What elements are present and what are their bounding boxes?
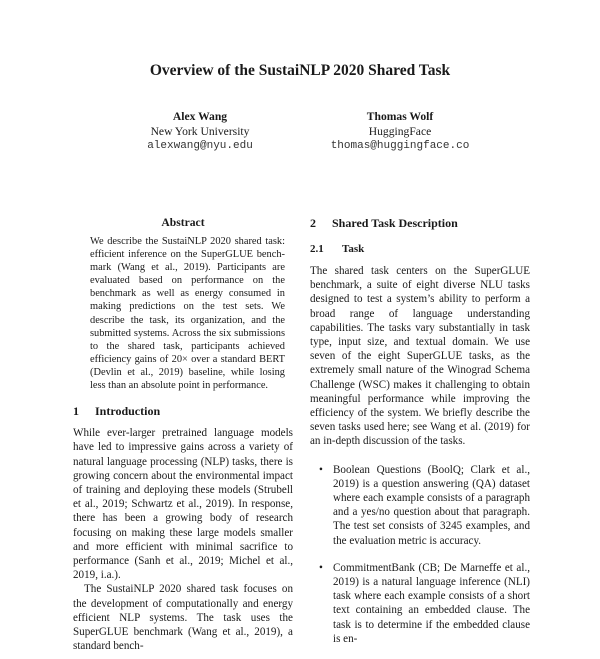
left-column [73, 216, 293, 653]
paper-title: Overview of the SustaiNLP 2020 Shared Task [149, 62, 451, 79]
list-item-text: Boolean Questions (BoolQ; Clark et al., 2019) is a question answering (QA) dataset where each example consists of a paragraph and a yes/no question about that paragraph. The test set consists of 3245 examples, and the evaluation metric is accuracy. [333, 463, 530, 547]
author-affiliation: HuggingFace [368, 124, 432, 138]
body-paragraph: The SustaiNLP 2020 shared task focuses on the development of computationally and energy efficient NLP systems. The task uses the SuperGLUE benchmark (Wang et al., 2019), a standard bench- [73, 583, 293, 653]
list-item [310, 463, 530, 548]
subsection-number: 2.1 [310, 243, 324, 255]
subsection-title: Task [342, 243, 365, 255]
body-paragraph: While ever-larger pretrained language models have led to impressive gains across a variety of natural language processing (NLP) tasks, there is growing concern about the environmental impact of training and deploying these models (Strubell et al., 2019; Schwartz et al., 2019). In response, there has been a growing body of research focusing on making these large models smaller and more efficient with minimal sacrifice to performance (Sanh et al., 2019; Michel et al., 2019, i.a.). [73, 427, 293, 582]
abstract-body: We describe the SustaiNLP 2020 shared task: efficient inference on the SuperGLUE benchmark (Wang et al., 2019). Participants are evaluated based on performance on the benchmark as well as energy consumed in making predictions on the test sets. We describe the task, its organization, and the submitted systems. Across the six submissions to the shared task, participants achieved efficiency gains of 20× over a standard BERT (Devlin et al., 2019) baseline, while losing less than an absolute point in performance. [90, 236, 285, 392]
section-heading-shared-task [310, 216, 530, 231]
author-email: alexwang@nyu.edu [147, 140, 253, 152]
section-number: 1 [73, 404, 79, 419]
author-name: Alex Wang [172, 110, 228, 123]
list-item [310, 561, 530, 646]
bullet-icon: • [319, 463, 323, 476]
right-column [310, 216, 530, 659]
section-heading-introduction [73, 404, 293, 419]
subsection-heading-task [310, 243, 530, 255]
section-title: Shared Task Description [332, 216, 458, 230]
section-number: 2 [310, 216, 316, 230]
author-block [290, 110, 510, 154]
list-item-text: CommitmentBank (CB; De Marneffe et al., 2019) is a natural language inference (NLI) task where each example consists of a short text containing an embedded clause. The task is to determine if the embedded clause is en- [333, 561, 530, 645]
bullet-icon: • [319, 561, 323, 574]
abstract-heading: Abstract [161, 216, 205, 229]
author-affiliation: New York University [150, 124, 250, 138]
author-block [90, 110, 310, 154]
section-title: Introduction [95, 404, 161, 419]
body-paragraph: The shared task centers on the SuperGLUE benchmark, a suite of eight diverse NLU tasks designed to test a system’s ability to perform a broad range of language understanding capabilities. The tasks vary substantially in task type, input size, and textual domain. We use seven of the eight SuperGLUE tasks, as the extremely small nature of the Winograd Schema Challenge (WSC) makes it challenging to obtain meaningful performance while improving the efficiency of the system. We briefly describe the seven tasks used here; see Wang et al. (2019) for an in-depth discussion of the tasks. [310, 265, 530, 448]
task-list [310, 463, 530, 646]
author-name: Thomas Wolf [366, 110, 434, 123]
author-email: thomas@huggingface.co [330, 140, 470, 152]
